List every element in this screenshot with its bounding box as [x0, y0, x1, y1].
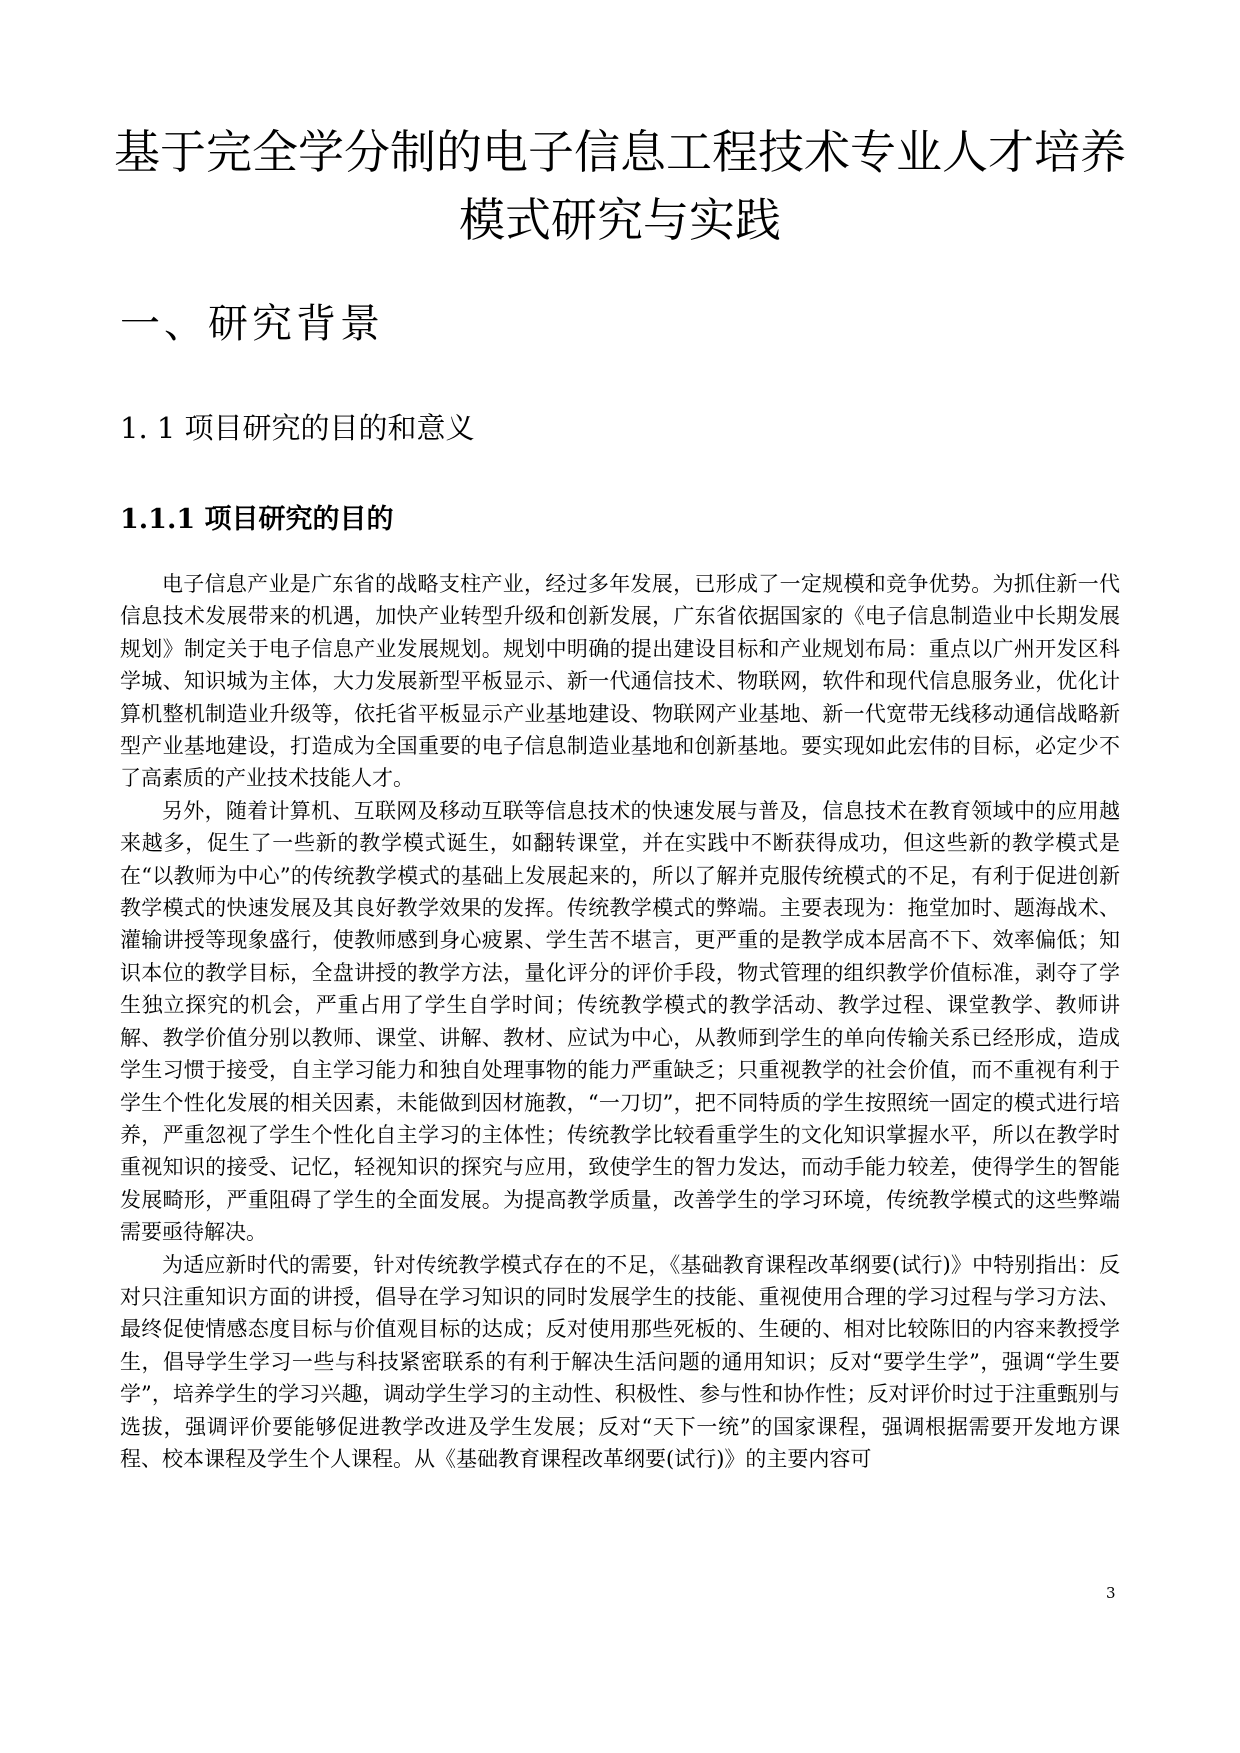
paragraph: 为适应新时代的需要，针对传统教学模式存在的不足，《基础教育课程改革纲要(试行)》中特别指出：反对只注重知识方面的讲授，倡导在学习知识的同时发展学生的技能、重视使用合理的学习过程与学习方法、最终促使情感态度目标与价值观目标的达成；反对使用那些死板的、生硬的、相对比较陈旧的内容来教授学生，倡导学生学习一些与科技紧密联系的有利于解决生活问题的通用知识；反对“要学生学”，强调“学生要学”，培养学生的学习兴趣，调动学生学习的主动性、积极性、参与性和协作性；反对评价时过于注重甄别与选拔，强调评价要能够促进教学改进及学生发展；反对“天下一统”的国家课程，强调根据需要开发地方课程、校本课程及学生个人课程。从《基础教育课程改革纲要(试行)》的主要内容可 — [120, 1252, 1120, 1471]
document-title: 基于完全学分制的电子信息工程技术专业人才培养模式研究与实践 — [114, 125, 1126, 247]
subsection-heading: 1. 1 项目研究的目的和意义 — [120, 411, 475, 445]
body-text — [120, 568, 1120, 1475]
page-number: 3 — [1106, 1584, 1116, 1602]
section-heading: 一、研究背景 — [120, 301, 384, 347]
subsubsection-heading: 1.1.1 项目研究的目的 — [120, 504, 394, 535]
paragraph: 电子信息产业是广东省的战略支柱产业，经过多年发展，已形成了一定规模和竞争优势。为抓住新一代信息技术发展带来的机遇，加快产业转型升级和创新发展，广东省依据国家的《电子信息制造业中长期发展规划》制定关于电子信息产业发展规划。规划中明确的提出建设目标和产业规划布局：重点以广州开发区科学城、知识城为主体，大力发展新型平板显示、新一代通信技术、物联网，软件和现代信息服务业，优化计算机整机制造业升级等，依托省平板显示产业基地建设、物联网产业基地、新一代宽带无线移动通信战略新型产业基地建设，打造成为全国重要的电子信息制造业基地和创新基地。要实现如此宏伟的目标，必定少不了高素质的产业技术技能人才。 — [120, 572, 1120, 791]
paragraph: 另外，随着计算机、互联网及移动互联等信息技术的快速发展与普及，信息技术在教育领域中的应用越来越多，促生了一些新的教学模式诞生，如翻转课堂，并在实践中不断获得成功，但这些新的教学模式是在“以教师为中心”的传统教学模式的基础上发展起来的，所以了解并克服传统模式的不足，有利于促进创新教学模式的快速发展及其良好教学效果的发挥。传统教学模式的弊端。主要表现为：拖堂加时、题海战术、灌输讲授等现象盛行，使教师感到身心疲累、学生苦不堪言，更严重的是教学成本居高不下、效率偏低；知识本位的教学目标，全盘讲授的教学方法，量化评分的评价手段，物式管理的组织教学价值标准，剥夺了学生独立探究的机会，严重占用了学生自学时间；传统教学模式的教学活动、教学过程、课堂教学、教师讲解、教学价值分别以教师、课堂、讲解、教材、应试为中心，从教师到学生的单向传输关系已经形成，造成学生习惯于接受，自主学习能力和独自处理事物的能力严重缺乏；只重视教学的社会价值，而不重视有利于学生个性化发展的相关因素，未能做到因材施教，“一刀切”，把不同特质的学生按照统一固定的模式进行培养，严重忽视了学生个性化自主学习的主体性；传统教学比较看重学生的文化知识掌握水平，所以在教学时重视知识的接受、记忆，轻视知识的探究与应用，致使学生的智力发达，而动手能力较差，使得学生的智能发展畸形，严重阻碍了学生的全面发展。为提高教学质量，改善学生的学习环境，传统教学模式的这些弊端需要亟待解决。 — [120, 798, 1120, 1245]
